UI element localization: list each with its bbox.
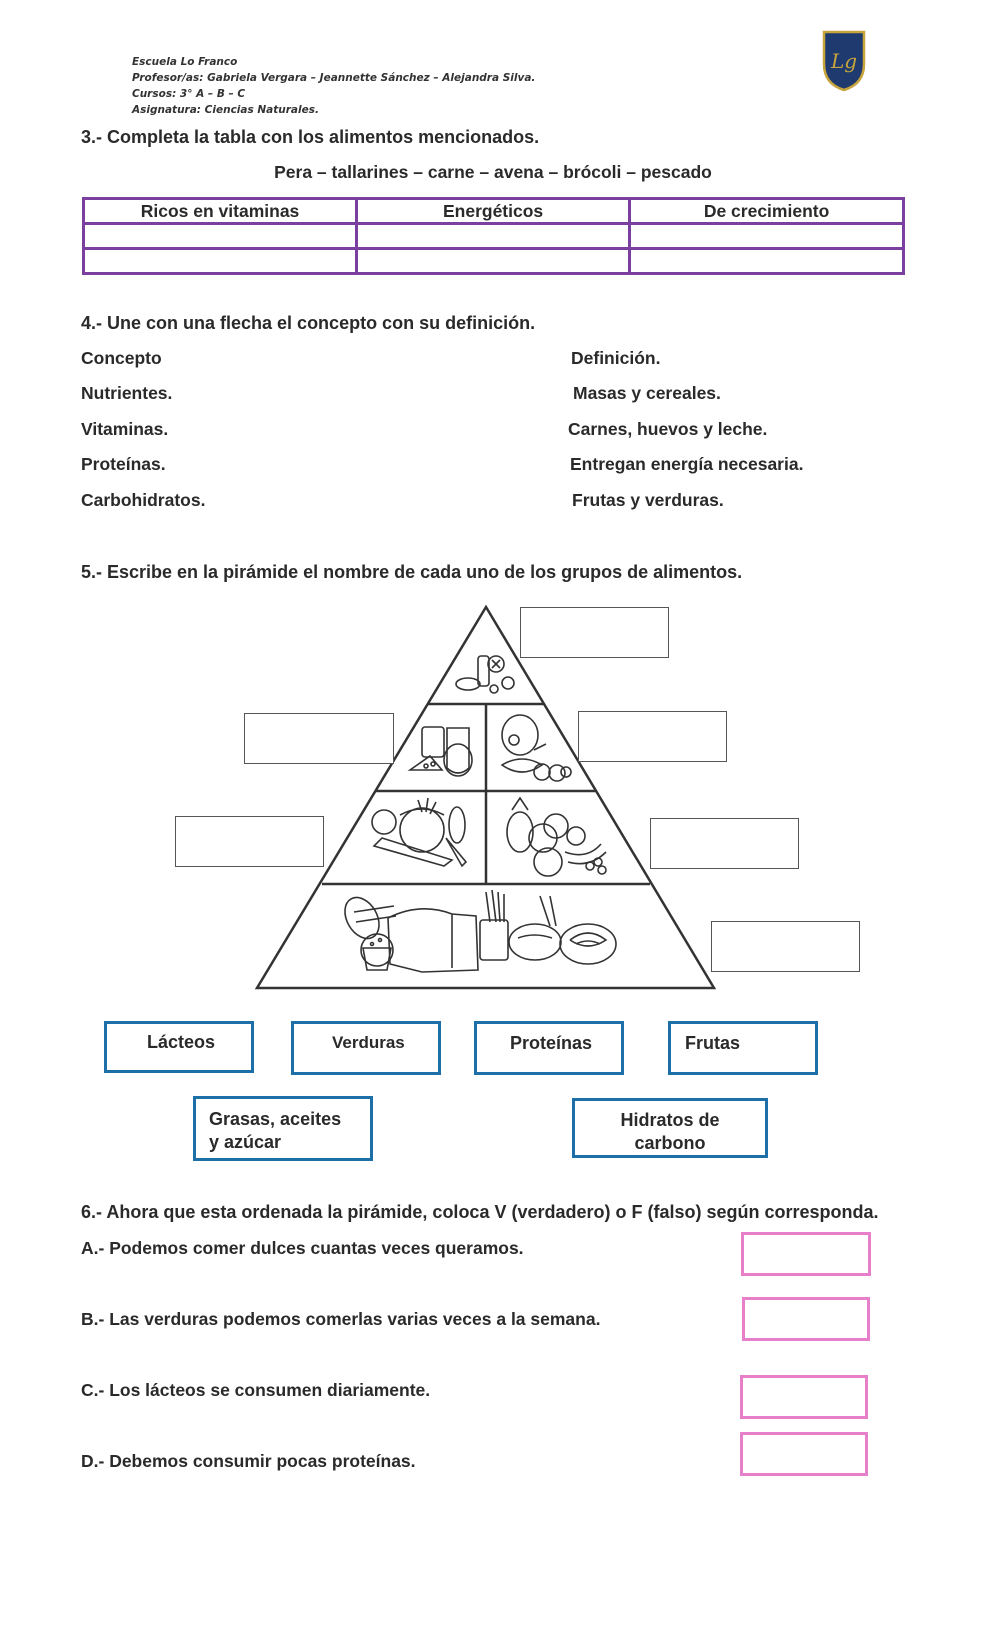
school-logo — [821, 28, 867, 97]
label-lacteos[interactable]: Lácteos — [104, 1021, 254, 1073]
statement-c: C.- Los lácteos se consumen diariamente. — [81, 1380, 431, 1400]
pyramid-answer-box-fruits[interactable] — [650, 818, 799, 869]
concept-item[interactable]: Proteínas. — [81, 454, 166, 474]
table-cell-input[interactable] — [84, 249, 357, 274]
q3-food-list: Pera – tallarines – carne – avena – brócoli – pescado — [274, 162, 712, 182]
answer-box-d[interactable] — [740, 1432, 868, 1476]
food-classification-table — [82, 197, 905, 275]
table-row — [84, 249, 904, 274]
meat-fish-icon — [502, 715, 571, 781]
school-header — [132, 54, 535, 118]
concept-item[interactable]: Nutrientes. — [81, 383, 173, 403]
concept-header: Concepto — [81, 348, 162, 368]
pyramid-answer-box-dairy[interactable] — [244, 713, 394, 764]
table-cell-input[interactable] — [630, 224, 904, 249]
sweets-oils-icon — [456, 656, 514, 693]
pyramid-answer-box-vegetables[interactable] — [175, 816, 324, 867]
fruits-icon — [507, 798, 606, 876]
statement-a: A.- Podemos comer dulces cuantas veces queramos. — [81, 1238, 524, 1258]
pyramid-answer-box-protein[interactable] — [578, 711, 727, 762]
definition-header: Definición. — [571, 348, 661, 368]
subject-line: Asignatura: Ciencias Naturales. — [132, 104, 319, 116]
logo-text: Lg — [830, 49, 858, 73]
teachers-line: Profesor/as: Gabriela Vergara – Jeannette Sánchez – Alejandra Silva. — [132, 72, 536, 84]
statement-b: B.- Las verduras podemos comerlas varias veces a la semana. — [81, 1309, 601, 1329]
q5-title: 5.- Escribe en la pirámide el nombre de cada uno de los grupos de alimentos. — [81, 562, 743, 582]
definition-item[interactable]: Carnes, huevos y leche. — [568, 419, 768, 439]
label-verduras[interactable]: Verduras — [291, 1021, 441, 1075]
definition-item[interactable]: Entregan energía necesaria. — [570, 454, 804, 474]
column-header-energy: Energéticos — [357, 199, 630, 224]
definition-item[interactable]: Masas y cereales. — [573, 383, 721, 403]
vegetables-icon — [372, 798, 466, 866]
answer-box-a[interactable] — [741, 1232, 871, 1276]
q4-title: 4.- Une con una flecha el concepto con su definición. — [81, 313, 536, 333]
answer-box-c[interactable] — [740, 1375, 868, 1419]
grains-bread-icon — [338, 890, 616, 972]
label-grasas[interactable]: Grasas, aceites y azúcar — [193, 1096, 373, 1161]
label-proteinas[interactable]: Proteínas — [474, 1021, 624, 1075]
column-header-growth: De crecimiento — [630, 199, 904, 224]
definition-item[interactable]: Frutas y verduras. — [572, 490, 724, 510]
q6-title: 6.- Ahora que esta ordenada la pirámide, coloca V (verdadero) o F (falso) según corresponda. — [81, 1202, 879, 1222]
pyramid-answer-box-carbs[interactable] — [711, 921, 860, 972]
table-cell-input[interactable] — [630, 249, 904, 274]
concept-item[interactable]: Carbohidratos. — [81, 490, 206, 510]
table-cell-input[interactable] — [84, 224, 357, 249]
table-cell-input[interactable] — [357, 249, 630, 274]
table-cell-input[interactable] — [357, 224, 630, 249]
table-row — [84, 224, 904, 249]
label-hidratos[interactable]: Hidratos de carbono — [572, 1098, 768, 1158]
label-frutas[interactable]: Frutas — [668, 1021, 818, 1075]
school-name: Escuela Lo Franco — [132, 56, 238, 68]
food-pyramid — [250, 600, 725, 995]
column-header-vitamins: Ricos en vitaminas — [84, 199, 357, 224]
q3-title: 3.- Completa la tabla con los alimentos mencionados. — [81, 127, 540, 147]
table-header-row — [84, 199, 904, 224]
answer-box-b[interactable] — [742, 1297, 870, 1341]
courses-line: Cursos: 3° A – B – C — [132, 88, 246, 100]
concept-item[interactable]: Vitaminas. — [81, 419, 169, 439]
dairy-icon — [410, 727, 472, 776]
pyramid-answer-box-top[interactable] — [520, 607, 669, 658]
statement-d: D.- Debemos consumir pocas proteínas. — [81, 1451, 416, 1471]
